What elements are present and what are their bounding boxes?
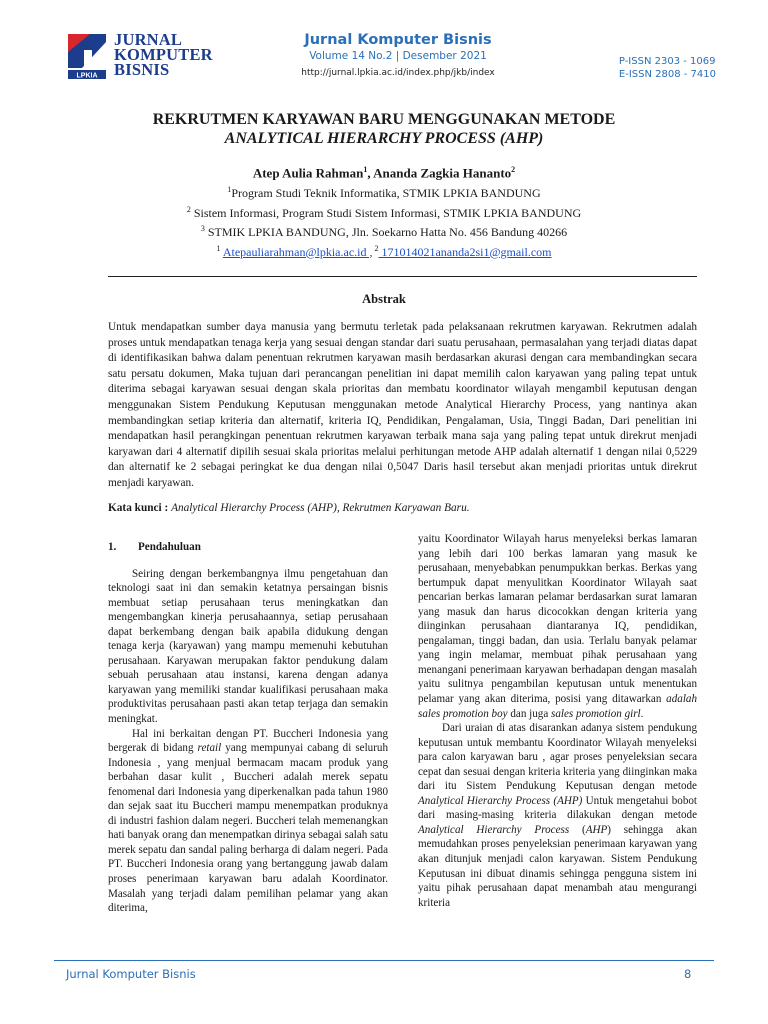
affiliation-2 [60,202,708,222]
r2-text-c: ( [569,823,586,836]
r2-text-b: Untuk mengetahui bobot dari masing-masing kriteria dilakukan dengan metode [418,794,697,822]
footer-divider [54,960,714,961]
paragraph-2 [108,727,388,916]
email-1-link[interactable]: Atepauliarahman@lpkia.ac.id , [222,244,373,259]
title-line-2: ANALYTICAL HIERARCHY PROCESS (AHP) [224,130,544,147]
affil-2-sup: 2 [186,204,191,214]
logo-word-1: JURNAL [114,30,183,49]
author-2-sup: 2 [511,165,516,174]
page-number: 8 [684,967,692,981]
journal-header [258,32,538,78]
issn-block [619,55,716,81]
divider [108,276,697,277]
author-2: Ananda Zagkia Hananto [373,165,512,181]
email-2-sup: 2 [372,243,379,253]
affiliation-1 [60,182,708,202]
r2-text-d: ) sehingga akan memudahkan proses penyeleksian penerimaan karyawan yang akan ditunjuk menjadi calon karyawan. Sistem Pendukung Keputusan ini dibuat dinamis sehingga pengguna sistem ini yaitu pihak perusahaan dapat menambah atau mengurangi kriteria [418,823,697,909]
section-number: 1. [108,541,117,553]
p2-text-a: Hal ini berkaitan dengan PT. Buccheri Indonesia yang bergerak di bidang [108,727,388,755]
affiliation-3 [60,221,708,241]
r2-text-a: Dari uraian di atas disarankan adanya sistem pendukung keputusan untuk membantu Koordinator Wilayah menyeleksi para calon karyawan baru , agar proses penyeleksian secara cepat dan sesuai dengan kriteria kriteria yang diinginkan maka dari itu Sistem Pendukung Keputusan dengan metode [418,722,697,793]
logo-emblem-icon [66,30,112,80]
journal-volume: Volume 14 No.2 | Desember 2021 [309,50,487,62]
section-title: Pendahuluan [138,541,201,553]
left-column [108,540,388,916]
journal-url[interactable]: http://jurnal.lpkia.ac.id/index.php/jkb/index [301,68,495,78]
abstract-body: Untuk mendapatkan sumber daya manusia yang bermutu terletak pada pelaksanaan rekrutmen karyawan. Rekrutmen adalah proses untuk mendapatkan tenaga kerja yang sesuai dengan standar dari suatu perusahaan, permasalahan yang terjadi diatas dapat di identifikasikan bahwa dalam penentuan rekrutmen karyawan masih berdasarkan akurasi dengan cara membandingkan secara satu persatu dokumen, Maka tujuan dari perancangan penelitian ini dapat memilih calon karyawan yang paling tepat untuk diterima sebagai karyawan sesuai dengan skala prioritas dan membatu koordinator wilayah mengambil keputusan dengan menggunakan Sistem Pendukung Keputusan menggunakan metode Analytical Hierarchy Process, yang nantinya akan membandingkan setiap kriteria dan alternatif, kriteria IQ, Pendidikan, Pengalaman, Usia, Tinggi Badan, Dari penelitian ini mendapatkan hasil perangkingan penentuan rekrutmen karyawan terbaik mana saja yang paling tepat untuk direkrut menjadi karyawan dari 4 alternatif dipilih sesuai skala prioritas melalui perhitungan metode AHP adalah alternatif 1 dengan nilai 0,5229 dan alternatif ke 2 sebagai peringkat ke dua dengan nilai 0,5047 Daris hasil tersebut akan menjadi prioritas untuk direkrut menjadi karyawan. [108,321,697,489]
keywords [108,502,697,514]
p-issn: P-ISSN 2303 - 1069 [618,56,716,67]
author-1-sup: 1 [363,165,368,174]
journal-logo [66,30,236,82]
author-separator: , [367,165,374,181]
authors [60,165,708,181]
paper-title [60,110,708,148]
paragraph-3 [418,532,697,721]
email-2-link[interactable]: 171014021ananda2si1@gmail.com [378,244,552,259]
paragraph-4 [418,721,697,910]
logo-word-3: BISNIS [114,60,170,79]
p2-text-b: yang mempunyai cabang di seluruh Indonesia , yang menjual bermacam macam produk yang berbahan dasar kulit , Buccheri adalah merek sepatu fenomenal dari Indonesia yang diperkenalkan pada tahun 1980 dan sejak saat itu Buccheri mampu menempatkan produknya di industri fashion dalam negeri. Buccheri telah memenangkan hati banyak orang dan menempatkan dirinya sebagai salah satu merek sepatu dan sandal paling berharga di dalam negeri. Pada PT. Buccheri Indonesia orang yang bertanggung jawab dalam proses penerimaan karyawan baru adalah Koordinator. Masalah yang terjadi dalam pemilihan pelamar yang akan diterima, [108,742,388,915]
section-heading [108,540,388,555]
e-issn: E-ISSN 2808 - 7410 [618,69,716,80]
logo-badge-text: LPKIA [76,72,98,80]
r2-italic-2: Analytical Hierarchy Process [418,823,570,836]
paragraph-1: Seiring dengan berkembangnya ilmu pengetahuan dan teknologi saat ini dan semakin ketatnya persaingan bisnis membuat setiap perusahaan terus meningkatkan dan mengembangkan kinerja perusahaannya, setiap perusahaan dapat berkembang dengan baik apabila didukung dengan tenaga kerja (karyawan) yang mampu memenuhi kebutuhan perusahaan. Karyawan merupakan faktor pendukung dalam sebuah perusahaan atau instansi, karena dengan adanya karyawan yang memiliki standar kualifikasi perusahaan maka produktivitas perusahaan pasti akan tetap terjaga dan semakin meningkat. [108,567,388,726]
logo-wordmark [114,32,213,77]
r1-italic-2: sales promotion girl [551,707,641,720]
affil-3-text: STMIK LPKIA BANDUNG, Jln. Soekarno Hatta No. 456 Bandung 40266 [204,225,568,239]
abstract-heading: Abstrak [362,292,406,306]
r1-italic-1: adalah sales promotion boy [418,693,697,720]
keywords-label: Kata kunci : [108,502,172,514]
affil-3-sup: 3 [200,224,205,233]
r2-italic-3: AHP [585,823,608,836]
author-emails [60,241,708,261]
title-line-1: REKRUTMEN KARYAWAN BARU MENGGUNAKAN METODE [152,111,616,128]
keywords-text: Analytical Hierarchy Process (AHP), Rekrutmen Karyawan Baru. [171,502,470,514]
author-1: Atep Aulia Rahman [252,165,364,181]
r2-italic-1: Analytical Hierarchy Process (AHP) [418,794,583,807]
email-1-sup: 1 [216,243,221,253]
logo-word-2: KOMPUTER [114,45,213,64]
affiliations [60,182,708,260]
r1-text-b: dan juga [507,707,552,720]
r1-text-a: yaitu Koordinator Wilayah harus menyeleksi berkas lamaran yang lebih dari 100 berkas lamaran yang masuk ke perusahaan, menyebabkan penumpukkan berkas. Berkas yang bertumpuk dapat menyulitkan Koordinator Wilayah saat pencarian berkas lamaran pelamar berdasarkan surat lamaran yang masuk dan harus dicocokkan dengan kriteria yang diinginkan perusahaan diantaranya IQ, pendidikan, pengalaman, tinggi badan, dan usia. Terlalu banyak pelamar yang ingin melamar, membuat pihak perusahaan yang menangani penerimaan karyawan berhadapan dengan masalah yaitu sulitnya pengambilan keputusan untuk menentukan pelamar yang akan diterima, posisi yang ditawarkan [418,533,697,706]
affil-2-text: Sistem Informasi, Program Studi Sistem Informasi, STMIK LPKIA BANDUNG [190,205,582,220]
journal-name: Jurnal Komputer Bisnis [304,32,492,48]
right-column [418,532,697,910]
p2-italic-retail: retail [197,742,222,755]
affil-1-sup: 1 [227,185,232,194]
affil-1-text: Program Studi Teknik Informatika, STMIK LPKIA BANDUNG [231,186,541,200]
footer-journal-name: Jurnal Komputer Bisnis [66,967,196,981]
r1-text-c: . [640,707,644,720]
